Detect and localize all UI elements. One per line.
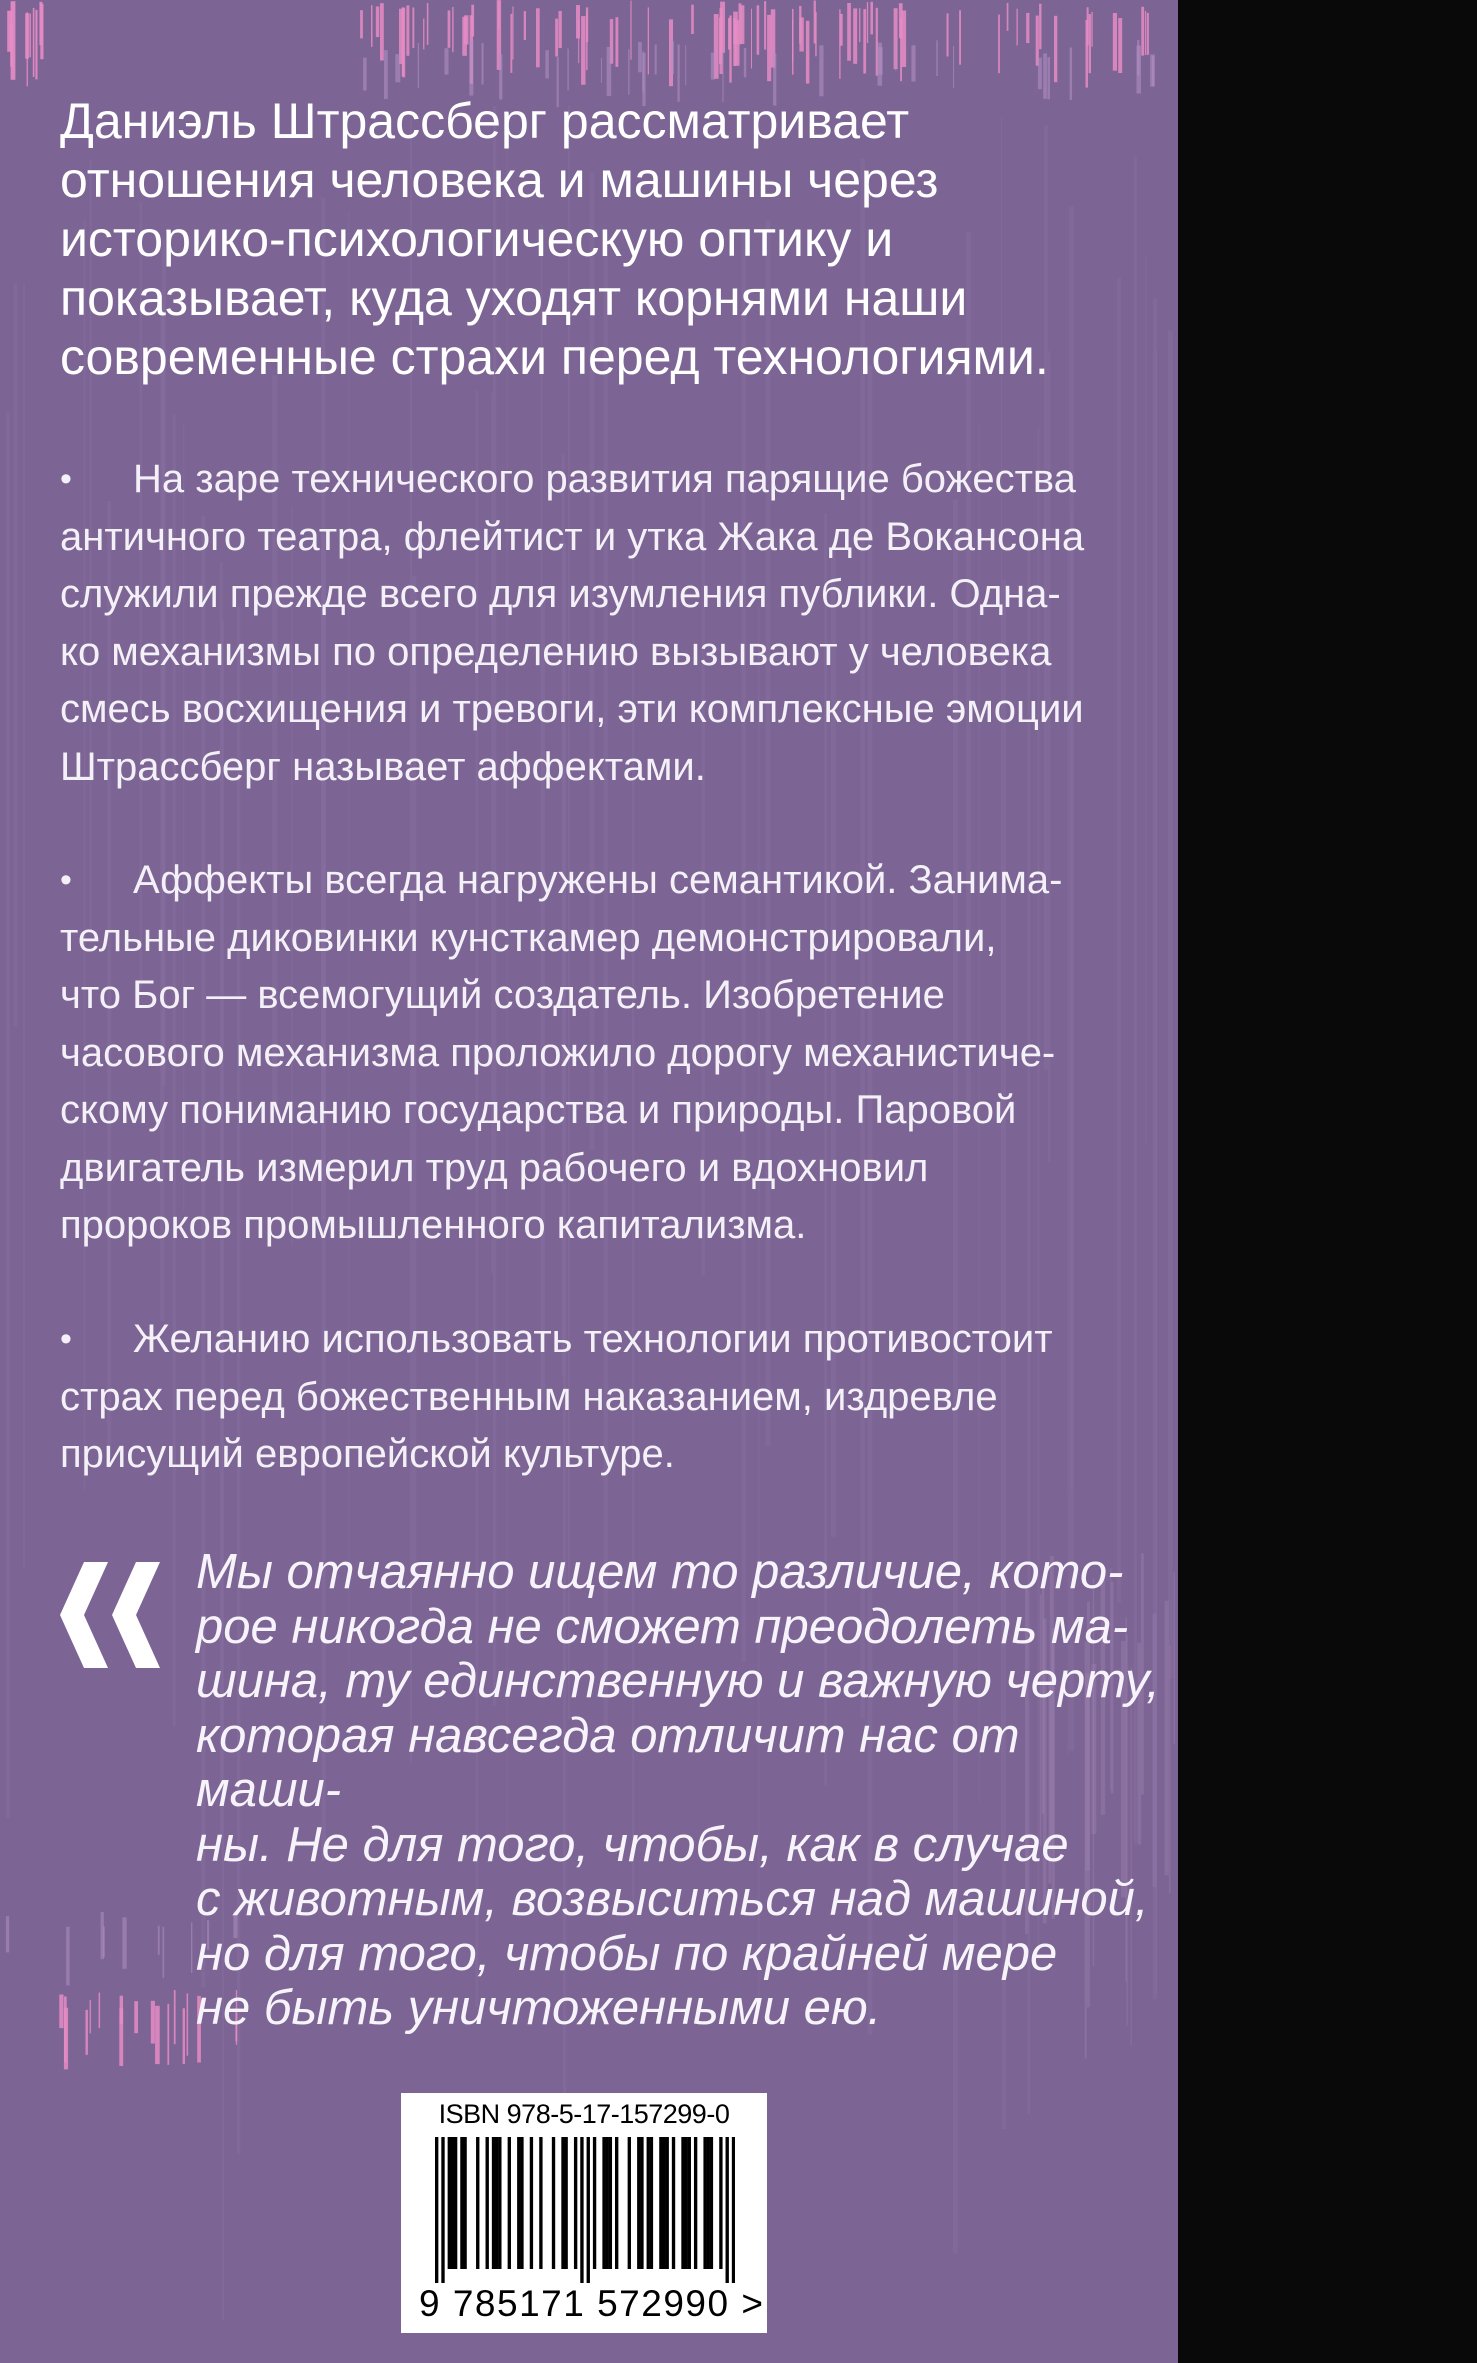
bullet-line: тельные диковинки кунсткамер демонстрировали, <box>60 915 997 960</box>
barcode-bar <box>448 2137 451 2269</box>
barcode-bar <box>602 2137 605 2269</box>
barcode-bars <box>435 2137 735 2283</box>
bullet-icon: • <box>60 460 72 498</box>
barcode-bar <box>726 2137 729 2283</box>
barcode-bar <box>539 2137 542 2269</box>
spine-strip <box>1178 0 1477 2363</box>
barcode-bar <box>520 2137 523 2269</box>
bullet-line: смесь восхищения и тревоги, эти комплексные эмоции <box>60 687 1084 731</box>
bullet-icon: • <box>60 1320 72 1358</box>
bullet-line: часового механизма проложило дорогу механистиче- <box>60 1030 1056 1075</box>
quote-line: Мы отчаянно ищем то различие, кото- <box>196 1545 1124 1599</box>
barcode-bar <box>637 2137 640 2269</box>
bullet-line: Желанию использовать технологии противостоит <box>133 1317 1053 1361</box>
barcode-bar <box>593 2137 596 2269</box>
barcode-bar <box>435 2137 438 2283</box>
barcode-bar <box>609 2137 612 2269</box>
barcode-bar <box>552 2137 555 2269</box>
barcode-bar <box>451 2137 454 2269</box>
barcode-bar <box>454 2137 457 2269</box>
barcode-bar <box>615 2137 618 2269</box>
barcode-bar <box>495 2137 498 2269</box>
barcode-bar <box>441 2137 444 2283</box>
quote-block <box>196 1545 1176 2036</box>
barcode-bar <box>492 2137 495 2269</box>
barcode-bar <box>561 2137 564 2269</box>
quote-line: ны. Не для того, чтобы, как в случае <box>196 1817 1069 1872</box>
bullet-paragraph <box>60 451 1150 796</box>
bullet-line: античного театра, флейтист и утка Жака де Вокансона <box>60 514 1085 559</box>
quote-line: но для того, чтобы по крайней мере <box>196 1926 1058 1981</box>
intro-paragraph: Даниэль Штрассберг рассматривает отношения человека и машины через историко-психологическую оптику и показывает, куда уходят корнями наши современные страхи перед технологиями. <box>60 93 1049 385</box>
bullet-line: страх перед божественным наказанием, издревле <box>60 1374 998 1419</box>
barcode-bar <box>688 2137 691 2269</box>
bullet-line: служили прежде всего для изумления публики. Одна- <box>60 572 1061 616</box>
bullet-line: Штрассберг называет аффектами. <box>60 744 706 789</box>
isbn-barcode <box>401 2093 767 2333</box>
barcode-bar <box>486 2137 489 2269</box>
barcode-bar <box>707 2137 710 2269</box>
bullet-line: Аффекты всегда нагружены семантикой. Занима- <box>133 858 1063 902</box>
barcode-bar <box>640 2137 643 2269</box>
barcode-bar <box>719 2137 722 2269</box>
barcode-bar <box>732 2137 735 2283</box>
bullet-paragraph <box>60 1311 1150 1484</box>
barcode-bar <box>650 2137 653 2269</box>
barcode-bar <box>666 2137 669 2269</box>
barcode-bar <box>703 2137 706 2269</box>
barcode-bar <box>672 2137 675 2269</box>
quote-line: рое никогда не сможет преодолеть ма- <box>196 1599 1129 1654</box>
ean-digits: 9 785171 572990 > <box>419 2283 765 2324</box>
bullet-paragraph <box>60 852 1150 1255</box>
quote-mark-icon <box>56 1556 166 1674</box>
barcode-bar <box>606 2137 609 2269</box>
quote-line: не быть уничтоженными ею. <box>196 1981 882 2035</box>
barcode-bar <box>564 2137 567 2269</box>
bullet-line: двигатель измерил труд рабочего и вдохновил <box>60 1145 929 1190</box>
barcode-bar <box>460 2137 463 2269</box>
barcode-bar <box>530 2137 533 2269</box>
bullet-line: скому пониманию государства и природы. Паровой <box>60 1088 1017 1132</box>
isbn-text: ISBN 978-5-17-157299-0 <box>438 2099 730 2129</box>
barcode-bar <box>580 2137 583 2283</box>
barcode-bar <box>476 2137 479 2269</box>
barcode-bar <box>681 2137 684 2269</box>
quote-line: с животным, возвыситься над машиной, <box>196 1872 1149 1926</box>
barcode-bar <box>498 2137 501 2269</box>
barcode-bar <box>662 2137 665 2269</box>
bullet-line: что Бог — всемогущий создатель. Изобретение <box>60 973 945 1017</box>
barcode-bar <box>463 2137 466 2269</box>
bullet-icon: • <box>60 861 72 899</box>
barcode-bar <box>684 2137 687 2269</box>
quote-line: которая навсегда отличит нас от маши- <box>196 1708 1020 1817</box>
barcode-bar <box>508 2137 511 2269</box>
bullet-line: пророков промышленного капитализма. <box>60 1203 807 1247</box>
bullet-line: ко механизмы по определению вызывают у человека <box>60 629 1052 674</box>
bullet-line: На заре технического развития парящие божества <box>133 457 1076 501</box>
quote-line: шина, ту единственную и важную черту, <box>196 1654 1160 1708</box>
bullet-line: присущий европейской культуре. <box>60 1432 675 1476</box>
barcode-bar <box>574 2137 577 2269</box>
barcode-bar <box>587 2137 590 2283</box>
barcode-bar <box>710 2137 713 2269</box>
barcode-bar <box>628 2137 631 2269</box>
barcode-bar <box>647 2137 650 2269</box>
barcode-bar <box>659 2137 662 2269</box>
barcode-bar <box>517 2137 520 2269</box>
barcode-bar <box>694 2137 697 2269</box>
